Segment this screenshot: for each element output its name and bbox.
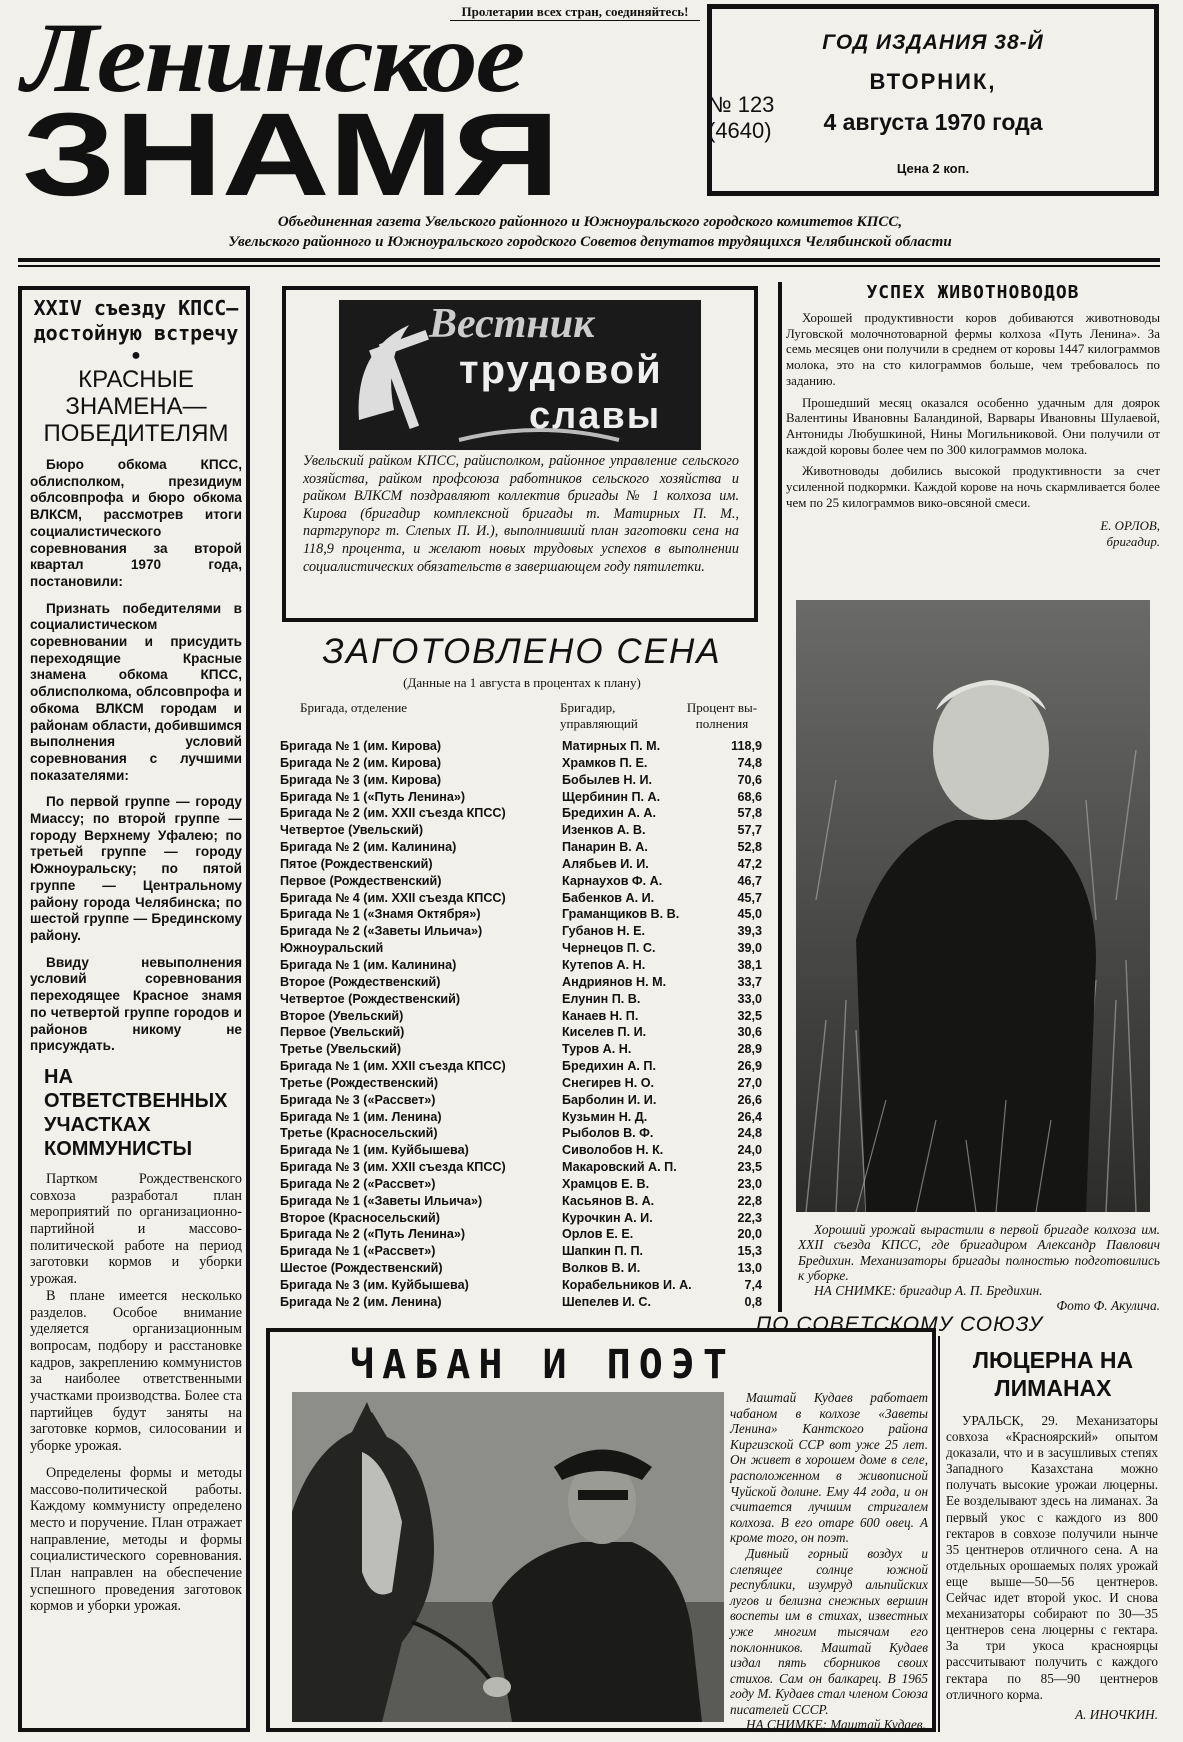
section-heading-2: НА ОТВЕТСТВЕННЫХ УЧАСТКАХ КОММУНИСТЫ xyxy=(44,1065,228,1160)
table-row xyxy=(280,1159,762,1176)
percent-cell: 26,6 xyxy=(737,1092,762,1107)
brigade-cell: Третье (Рождественский) xyxy=(280,1075,439,1090)
brigadier-photo xyxy=(796,600,1150,1212)
percent-cell: 13,0 xyxy=(737,1261,762,1276)
percent-cell: 32,5 xyxy=(737,1008,762,1023)
leader-cell: Курочкин А. И. xyxy=(562,1210,653,1225)
masthead-rule-thin xyxy=(18,265,1160,267)
brigade-cell: Бригада № 3 (им. Кирова) xyxy=(280,772,442,787)
leader-cell: Корабельников И. А. xyxy=(562,1278,692,1292)
vestnik-banner xyxy=(339,300,701,450)
brigade-cell: Бригада № 1 («Заветы Ильича») xyxy=(280,1193,483,1208)
brigade-cell: Четвертое (Увельский) xyxy=(280,823,424,838)
percent-cell: 47,2 xyxy=(737,856,762,871)
table-row xyxy=(280,991,762,1008)
lyucerna-author: А. ИНОЧКИН. xyxy=(1075,1706,1158,1722)
brigade-cell: Бригада № 4 (им. XXII съезда КПСС) xyxy=(280,890,506,905)
bullet-icon: ● xyxy=(131,347,141,364)
leader-cell: Рыболов В. Ф. xyxy=(562,1126,654,1141)
subtitle-line2: Увельского районного и Южноуральского городского Советов депутатов трудящихся Челябинской области xyxy=(228,234,952,250)
paragraph: Дивный горный воздух и слепящее солнце южной республики, изумруд альпийских лугов и белизна снежных вершин воспеты им в стихах, известных уже многим тысячам его поклонников. Маштай Кудаев издал пять сборников своих стихов. Сам он балкарец. В 1965 году М. Кудаев стал членом Союза писателей СССР. xyxy=(730,1545,928,1717)
column-header-leader xyxy=(560,700,638,732)
lyucerna-article xyxy=(946,1413,1158,1723)
percent-cell: 33,0 xyxy=(737,991,762,1006)
paragraph: Определены формы и методы массово-политической работы. Каждому коммунисту определено место и поручение. План отражает направление, методы и формы социалистического соревнования. План направлен на обеспечение успешного проведения заготовок кормов и уборки урожая. xyxy=(30,1464,242,1615)
brigade-cell: Бригада № 2 (им. XXII съезда КПСС) xyxy=(280,806,506,821)
paragraph: В плане имеется несколько разделов. Особое внимание уделяется организационным вопросам, подбору и расстановке кадров, закреплению коммунистов за наиболее ответственными участками производства. Более ста партийцев будут заняты на заготовке кормов, силосовании и уборке урожая. xyxy=(30,1287,242,1455)
table-row xyxy=(280,1294,762,1311)
percent-cell: 52,8 xyxy=(737,840,762,855)
table-row xyxy=(280,805,762,822)
vestnik-title-2: трудовой xyxy=(459,348,663,392)
uspeh-author: Е. ОРЛОВ, xyxy=(1100,519,1160,534)
percent-cell: 23,0 xyxy=(737,1176,762,1191)
brigade-cell: Третье (Увельский) xyxy=(280,1042,402,1057)
slogan-header: XXIV съезду КПСС— достойную встречу xyxy=(33,296,239,345)
hay-table xyxy=(280,738,762,1311)
chaban-article xyxy=(730,1390,928,1733)
paragraph: Прошедший месяц оказался особенно удачным для доярок Валентины Ивановны Баландиной, Варвары Ивановны Шулаевой, Антониды Любушкиной, Нины Могильниковой. Они получили от каждой коровы более чем по 300 килограммов молока. xyxy=(786,395,1160,457)
brigade-cell: Бригада № 3 («Рассвет») xyxy=(280,1092,436,1107)
percent-cell: 22,3 xyxy=(737,1210,762,1225)
price: Цена 2 коп. xyxy=(896,161,970,176)
photo1-caption-text: Хороший урожай вырастили в первой бригаде колхоза им. XXII съезда КПСС, где бригадиром Александр Павлович Бредихин. Механизаторы бригады полностью подготовились к уборке. xyxy=(798,1222,1160,1283)
paragraph: Хорошей продуктивности коров добиваются животноводы Луговской молочнотоварной фермы колхоза «Путь Ленина». За семь месяцев они получили в среднем от коровы 1447 килограммов молока, это на сто килограммов больше, чем требовалось по заданию. xyxy=(786,311,1160,388)
leader-cell: Шепелев И. С. xyxy=(562,1294,651,1309)
percent-cell: 15,3 xyxy=(737,1244,762,1259)
photo1-caption-na-snimke: НА СНИМКЕ: бригадир А. П. Бредихин. xyxy=(814,1283,1043,1299)
paragraph: Ввиду невыполнения условий соревнования переходящее Красное знамя по четвертой группе городов и районов никому не присуждать. xyxy=(30,954,242,1054)
table-row xyxy=(280,1041,762,1058)
percent-cell: 22,8 xyxy=(737,1193,762,1208)
table-row xyxy=(280,839,762,856)
brigade-cell: Пятое (Рождественский) xyxy=(280,856,433,871)
table-row xyxy=(280,1260,762,1277)
paragraph: Бюро обкома КПСС, облисполком, президиум облсовпрофа и бюро обкома ВЛКСМ, рассмотрев итоги социалистического соревнования за второй квартал 1970 года, постановили: xyxy=(30,457,242,589)
uspeh-author-role: бригадир. xyxy=(1106,535,1160,550)
column-header-percent-line1: Процент вы- xyxy=(686,700,758,715)
percent-cell: 24,0 xyxy=(737,1143,762,1158)
table-row xyxy=(280,1176,762,1193)
percent-cell: 26,4 xyxy=(737,1109,762,1124)
hay-table-subtitle: (Данные на 1 августа в процентах к плану) xyxy=(403,675,641,690)
table-row xyxy=(280,772,762,789)
brigade-cell: Бригада № 3 (им. XXII съезда КПСС) xyxy=(280,1160,506,1175)
table-row xyxy=(280,1142,762,1159)
leader-cell: Кутепов А. Н. xyxy=(562,957,646,972)
table-row xyxy=(280,1125,762,1142)
photo1-credit: Фото Ф. Акулича. xyxy=(1056,1298,1160,1314)
brigade-cell: Бригада № 2 (им. Калинина) xyxy=(280,840,457,855)
column-header-percent-line2: полнения xyxy=(695,716,749,731)
brigade-cell: Бригада № 3 (им. Куйбышева) xyxy=(280,1278,469,1292)
newspaper-title-line2: ЗНАМЯ xyxy=(22,89,559,221)
percent-cell: 39,0 xyxy=(737,941,762,956)
brigade-cell: Второе (Красносельский) xyxy=(280,1210,440,1225)
paragraph: Партком Рождественского совхоза разработал план мероприятий по организационно-партийной и массово-политической работе на период заготовки кормов и уборки урожая. xyxy=(30,1170,242,1288)
leader-cell: Бредихин А. А. xyxy=(562,806,657,821)
masthead-subtitle xyxy=(140,212,1040,252)
table-row xyxy=(280,1210,762,1227)
leader-cell: Губанов Н. Е. xyxy=(562,924,645,939)
percent-cell: 68,6 xyxy=(737,789,762,804)
percent-cell: 39,3 xyxy=(737,924,762,939)
brigade-cell: Бригада № 2 (им. Кирова) xyxy=(280,755,442,770)
paragraph: Животноводы добились высокой продуктивности за счет усиленной подкормки. Каждой корове на ночь скармливается более чем по 25 килограммов вико-овсяной смеси. xyxy=(786,464,1160,510)
leader-cell: Карнаухов Ф. А. xyxy=(562,873,663,888)
subtitle-line1: Объединенная газета Увельского районного и Южноуральского городского комитетов КПСС, xyxy=(277,214,903,230)
leader-cell: Бабенков А. И. xyxy=(562,890,655,905)
brigade-cell: Бригада № 2 (им. Ленина) xyxy=(280,1294,442,1309)
weekday: ВТОРНИК, xyxy=(869,69,997,94)
leader-cell: Касьянов В. А. xyxy=(562,1193,655,1208)
table-row xyxy=(280,1024,762,1041)
table-row xyxy=(280,890,762,907)
brigade-cell: Бригада № 1 (им. Ленина) xyxy=(280,1109,442,1124)
table-row xyxy=(280,1277,762,1294)
leader-cell: Елунин П. В. xyxy=(562,991,641,1006)
percent-cell: 0,8 xyxy=(744,1294,762,1309)
brigade-cell: Бригада № 2 («Рассвет») xyxy=(280,1176,436,1191)
percent-cell: 33,7 xyxy=(737,974,762,989)
leader-cell: Щербинин П. А. xyxy=(562,789,661,804)
table-row xyxy=(280,1075,762,1092)
paragraph: УРАЛЬСК, 29. Механизаторы совхоза «Красноярский» опытом доказали, что и в засушливых степях Западного Казахстана можно получать высокие урожаи люцерны. Ее возделывают здесь на лиманах. За первый укос с каждого из 800 гектаров в совхозе получили нынче 35 центнеров отличного сена. А на отдельных орошаемых полях урожай еще выше—50—56 центнеров. Сейчас идет второй укос. И снова механизаторы собирают по 30—35 центнеров сена люцерны с гектара. За три укоса красноярцы рассчитывают получить с каждого гектара по 85—90 центнеров отличного корма. xyxy=(946,1413,1158,1702)
table-row xyxy=(280,1243,762,1260)
table-row xyxy=(280,957,762,974)
vestnik-text: Увельский райком КПСС, райисполком, районное управление сельского хозяйства, райком профсоюза работников сельского хозяйства и райком ВЛКСМ поздравляют коллектив бригады № 1 колхоза им. Кирова (бригадир комплексной бригады т. Матирных П. М., партгрупорг т. Слепых П. И.), выполнивший план заготовки сена на 118,9 процента, и желают новых трудовых успехов в выполнении социалистических обязательств в завершающем году пятилетки. xyxy=(303,453,739,575)
table-row xyxy=(280,1058,762,1075)
brigade-cell: Бригада № 1 (им. XXII съезда КПСС) xyxy=(280,1059,506,1074)
uspeh-heading: УСПЕХ ЖИВОТНОВОДОВ xyxy=(866,282,1080,303)
table-row xyxy=(280,1193,762,1210)
slogan: Пролетарии всех стран, соединяйтесь! xyxy=(450,4,700,21)
vestnik-title-3: славы xyxy=(529,395,662,437)
leader-cell: Изенков А. В. xyxy=(562,823,646,838)
brigade-cell: Шестое (Рождественский) xyxy=(280,1261,443,1276)
table-row xyxy=(280,873,762,890)
table-row xyxy=(280,974,762,991)
column-header-leader-line1: Бригадир, xyxy=(560,700,616,715)
leader-cell: Киселев П. И. xyxy=(562,1025,647,1040)
percent-cell: 57,8 xyxy=(737,806,762,821)
percent-cell: 26,9 xyxy=(737,1059,762,1074)
leader-cell: Андриянов Н. М. xyxy=(562,974,667,989)
brigade-cell: Второе (Рождественский) xyxy=(280,974,441,989)
left-column xyxy=(30,296,242,1615)
brigade-cell: Бригада № 2 («Заветы Ильича») xyxy=(280,924,483,939)
percent-cell: 45,0 xyxy=(737,907,762,922)
uspeh-article xyxy=(786,311,1160,551)
percent-cell: 30,6 xyxy=(737,1025,762,1040)
brigade-cell: Бригада № 1 («Знамя Октября») xyxy=(280,907,481,922)
table-row xyxy=(280,906,762,923)
table-row xyxy=(280,822,762,839)
table-row xyxy=(280,923,762,940)
leader-cell: Канаев Н. П. xyxy=(562,1008,639,1023)
issue-date: 4 августа 1970 года xyxy=(823,109,1043,135)
leader-cell: Граманщиков В. В. xyxy=(562,907,680,922)
table-row xyxy=(280,940,762,957)
column-header-leader-line2: управляющий xyxy=(560,716,638,731)
percent-cell: 7,4 xyxy=(744,1278,762,1292)
paragraph: Маштай Кудаев работает чабаном в колхозе «Заветы Ленина» Кантского района Киргизской ССР вот уже 25 лет. Он живет в хорошем доме в селе, расположенном в живописной Чуйской долине. Ему 44 года, и он считается лучшим стригалем колхоза. В его отаре 600 овец. А кроме того, он поэт. xyxy=(730,1390,928,1546)
leader-cell: Панарин В. А. xyxy=(562,840,648,855)
shepherd-horse-photo xyxy=(292,1392,724,1722)
percent-cell: 57,7 xyxy=(737,823,762,838)
section-heading: КРАСНЫЕ ЗНАМЕНА— ПОБЕДИТЕЛЯМ xyxy=(43,366,229,447)
table-row xyxy=(280,755,762,772)
percent-cell: 70,6 xyxy=(737,772,762,787)
table-row xyxy=(280,738,762,755)
leader-cell: Шапкин П. П. xyxy=(562,1244,644,1259)
brigade-cell: Третье (Красносельский) xyxy=(280,1126,438,1141)
brigade-cell: Второе (Увельский) xyxy=(280,1008,404,1023)
table-row xyxy=(280,1109,762,1126)
issue-info-box xyxy=(707,4,1159,196)
leader-cell: Матирных П. М. xyxy=(562,739,661,753)
leader-cell: Храмцов Е. В. xyxy=(562,1176,650,1191)
percent-cell: 20,0 xyxy=(737,1227,762,1242)
percent-cell: 27,0 xyxy=(737,1075,762,1090)
paragraph: По первой группе — городу Миассу; по второй группе — городу Верхнему Уфалею; по третьей группе — городу Южноуральску; по пятой группе — Центральному району города Челябинска; по шестой группе — Брединскому району. xyxy=(30,794,242,943)
brigade-cell: Бригада № 1 (им. Калинина) xyxy=(280,957,457,972)
leader-cell: Бредихин А. П. xyxy=(562,1059,656,1074)
brigade-cell: Бригада № 1 («Рассвет») xyxy=(280,1244,436,1259)
brigade-cell: Первое (Рождественский) xyxy=(280,873,442,888)
leader-cell: Туров А. Н. xyxy=(562,1042,632,1057)
newspaper-title-line1: Ленинское xyxy=(22,2,523,113)
percent-cell: 46,7 xyxy=(737,873,762,888)
table-row xyxy=(280,1092,762,1109)
brigade-cell: Бригада № 1 (им. Куйбышева) xyxy=(280,1143,469,1158)
soviet-union-heading: ПО СОВЕТСКОМУ СОЮЗУ xyxy=(756,1313,1043,1336)
table-row xyxy=(280,1226,762,1243)
chaban-na-snimke: НА СНИМКЕ: Маштай Кудаев. xyxy=(746,1717,926,1733)
leader-cell: Снегирев Н. О. xyxy=(562,1075,655,1090)
leader-cell: Волков В. И. xyxy=(562,1261,641,1276)
leader-cell: Храмков П. Е. xyxy=(562,755,648,770)
column-divider xyxy=(938,1336,940,1732)
hay-table-title: ЗАГОТОВЛЕНО СЕНА xyxy=(322,632,722,671)
table-row xyxy=(280,856,762,873)
issue-total: (4640) xyxy=(708,118,772,143)
year-of-issue: ГОД ИЗДАНИЯ 38-Й xyxy=(822,31,1044,54)
percent-cell: 38,1 xyxy=(737,957,762,972)
brigade-cell: Бригада № 1 («Путь Ленина») xyxy=(280,789,466,804)
percent-cell: 28,9 xyxy=(737,1042,762,1057)
leader-cell: Орлов Е. Е. xyxy=(562,1227,634,1242)
chaban-heading: ЧАБАН И ПОЭТ xyxy=(350,1342,735,1388)
masthead-rule xyxy=(18,258,1160,262)
vestnik-title-1: Вестник xyxy=(429,301,595,347)
percent-cell: 23,5 xyxy=(737,1160,762,1175)
column-divider xyxy=(778,282,782,1312)
percent-cell: 118,9 xyxy=(731,739,762,753)
brigade-cell: Первое (Увельский) xyxy=(280,1025,405,1040)
leader-cell: Макаровский А. П. xyxy=(562,1160,677,1175)
leader-cell: Барболин И. И. xyxy=(562,1092,657,1107)
percent-cell: 24,8 xyxy=(737,1126,762,1141)
leader-cell: Сиволобов Н. К. xyxy=(562,1143,664,1158)
leader-cell: Бобылев Н. И. xyxy=(562,772,653,787)
leader-cell: Кузьмин Н. Д. xyxy=(562,1109,648,1124)
issue-number: № 123 xyxy=(708,92,775,117)
brigade-cell: Бригада № 1 (им. Кирова) xyxy=(280,739,442,753)
column-header-brigade: Бригада, отделение xyxy=(300,700,408,715)
table-row xyxy=(280,789,762,806)
column-header-percent xyxy=(682,700,762,732)
percent-cell: 74,8 xyxy=(737,755,762,770)
percent-cell: 45,7 xyxy=(737,890,762,905)
leader-cell: Алябьев И. И. xyxy=(562,856,649,871)
lyucerna-heading: ЛЮЦЕРНА НА ЛИМАНАХ xyxy=(972,1347,1134,1401)
table-row xyxy=(280,1008,762,1025)
leader-cell: Чернецов П. С. xyxy=(562,941,656,956)
brigade-cell: Четвертое (Рождественский) xyxy=(280,991,461,1006)
paragraph: Признать победителями в социалистическом соревновании и присудить переходящие Красные знамена обкома КПСС, облисполкома, облсовпрофа и обкома ВЛКСМ городам и районам области, добившимся выполнения условий соревнования с лучшими показателями: xyxy=(30,600,242,783)
brigade-cell: Южноуральский xyxy=(280,941,384,956)
brigade-cell: Бригада № 2 («Путь Ленина») xyxy=(280,1227,466,1242)
photo1-caption xyxy=(798,1222,1160,1314)
